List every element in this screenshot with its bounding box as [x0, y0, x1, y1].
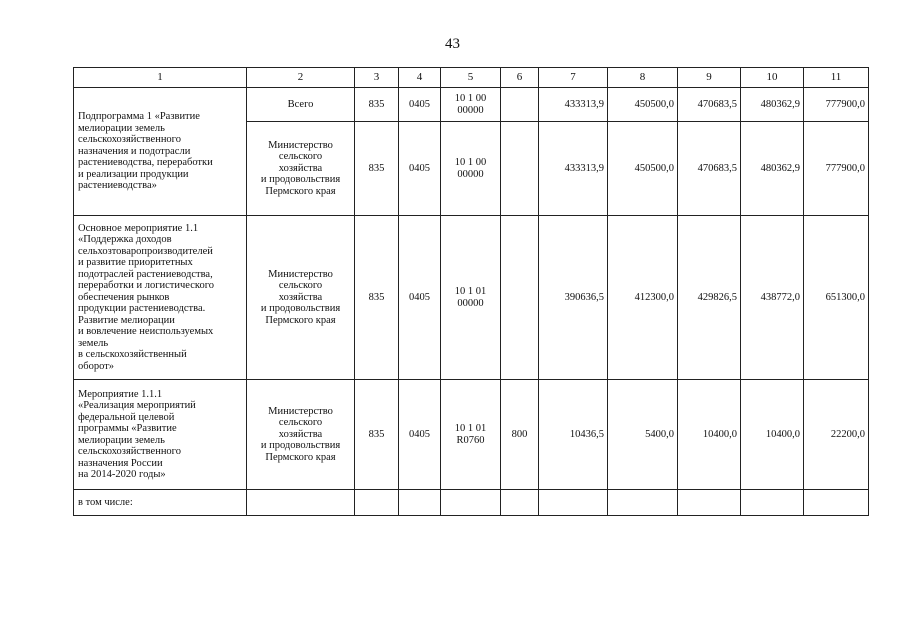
- empty-cell: [355, 490, 399, 516]
- section-cell: 0405: [399, 88, 441, 122]
- header-cell: 3: [355, 68, 399, 88]
- value-cell: 390636,5: [539, 216, 608, 380]
- program-name-cell: в том числе:: [74, 490, 247, 516]
- empty-cell: [678, 490, 741, 516]
- value-cell: 777900,0: [804, 122, 869, 216]
- table-row: [74, 380, 869, 490]
- value-cell: 10400,0: [678, 380, 741, 490]
- expense-type-cell: 800: [501, 380, 539, 490]
- header-cell: 4: [399, 68, 441, 88]
- value-cell: 470683,5: [678, 122, 741, 216]
- table-row: [74, 490, 869, 516]
- executor-cell: Министерство сельского хозяйства и продовольствия Пермского края: [247, 380, 355, 490]
- empty-cell: [804, 490, 869, 516]
- value-cell: 470683,5: [678, 88, 741, 122]
- header-cell: 6: [501, 68, 539, 88]
- value-cell: 10400,0: [741, 380, 804, 490]
- value-cell: 450500,0: [608, 88, 678, 122]
- value-cell: 480362,9: [741, 88, 804, 122]
- target-article-cell: 10 1 01 00000: [441, 216, 501, 380]
- value-cell: 438772,0: [741, 216, 804, 380]
- grbs-cell: 835: [355, 380, 399, 490]
- executor-cell: Всего: [247, 88, 355, 122]
- grbs-cell: 835: [355, 122, 399, 216]
- header-cell: 2: [247, 68, 355, 88]
- header-cell: 8: [608, 68, 678, 88]
- header-cell: 1: [74, 68, 247, 88]
- value-cell: 450500,0: [608, 122, 678, 216]
- budget-table: [73, 67, 869, 516]
- empty-cell: [608, 490, 678, 516]
- header-cell: 7: [539, 68, 608, 88]
- grbs-cell: 835: [355, 216, 399, 380]
- value-cell: 5400,0: [608, 380, 678, 490]
- empty-cell: [399, 490, 441, 516]
- program-name-cell: Подпрограмма 1 «Развитие мелиорации земель сельскохозяйственного назначения и подотрасли растениеводства, переработки и реализации продукции растениеводства»: [74, 88, 247, 216]
- grbs-cell: 835: [355, 88, 399, 122]
- table-row: [74, 88, 869, 122]
- target-article-cell: 10 1 00 00000: [441, 88, 501, 122]
- target-article-cell: 10 1 00 00000: [441, 122, 501, 216]
- executor-cell: Министерство сельского хозяйства и продовольствия Пермского края: [247, 216, 355, 380]
- header-cell: 5: [441, 68, 501, 88]
- empty-cell: [441, 490, 501, 516]
- expense-type-cell: [501, 216, 539, 380]
- table-row: [74, 216, 869, 380]
- value-cell: 433313,9: [539, 122, 608, 216]
- empty-cell: [247, 490, 355, 516]
- value-cell: 480362,9: [741, 122, 804, 216]
- empty-cell: [741, 490, 804, 516]
- program-name-cell: Мероприятие 1.1.1 «Реализация мероприятий федеральной целевой программы «Развитие мелиорации земель сельскохозяйственного назначения России на 2014-2020 годы»: [74, 380, 247, 490]
- page-number: 43: [445, 36, 460, 52]
- section-cell: 0405: [399, 216, 441, 380]
- program-name-cell: Основное мероприятие 1.1 «Поддержка доходов сельхозтоваропроизводителей и развитие приоритетных подотраслей растениеводства, переработки и логистического обеспечения рынков продукции растениеводства. Развитие мелиорации и вовлечение неиспользуемых земель в сельскохозяйственный оборот»: [74, 216, 247, 380]
- value-cell: 412300,0: [608, 216, 678, 380]
- section-cell: 0405: [399, 122, 441, 216]
- value-cell: 777900,0: [804, 88, 869, 122]
- header-row: [74, 68, 869, 88]
- value-cell: 651300,0: [804, 216, 869, 380]
- header-cell: 9: [678, 68, 741, 88]
- executor-cell: Министерство сельского хозяйства и продовольствия Пермского края: [247, 122, 355, 216]
- section-cell: 0405: [399, 380, 441, 490]
- header-cell: 11: [804, 68, 869, 88]
- value-cell: 22200,0: [804, 380, 869, 490]
- value-cell: 433313,9: [539, 88, 608, 122]
- expense-type-cell: [501, 88, 539, 122]
- empty-cell: [501, 490, 539, 516]
- value-cell: 10436,5: [539, 380, 608, 490]
- value-cell: 429826,5: [678, 216, 741, 380]
- target-article-cell: 10 1 01 R0760: [441, 380, 501, 490]
- expense-type-cell: [501, 122, 539, 216]
- empty-cell: [539, 490, 608, 516]
- header-cell: 10: [741, 68, 804, 88]
